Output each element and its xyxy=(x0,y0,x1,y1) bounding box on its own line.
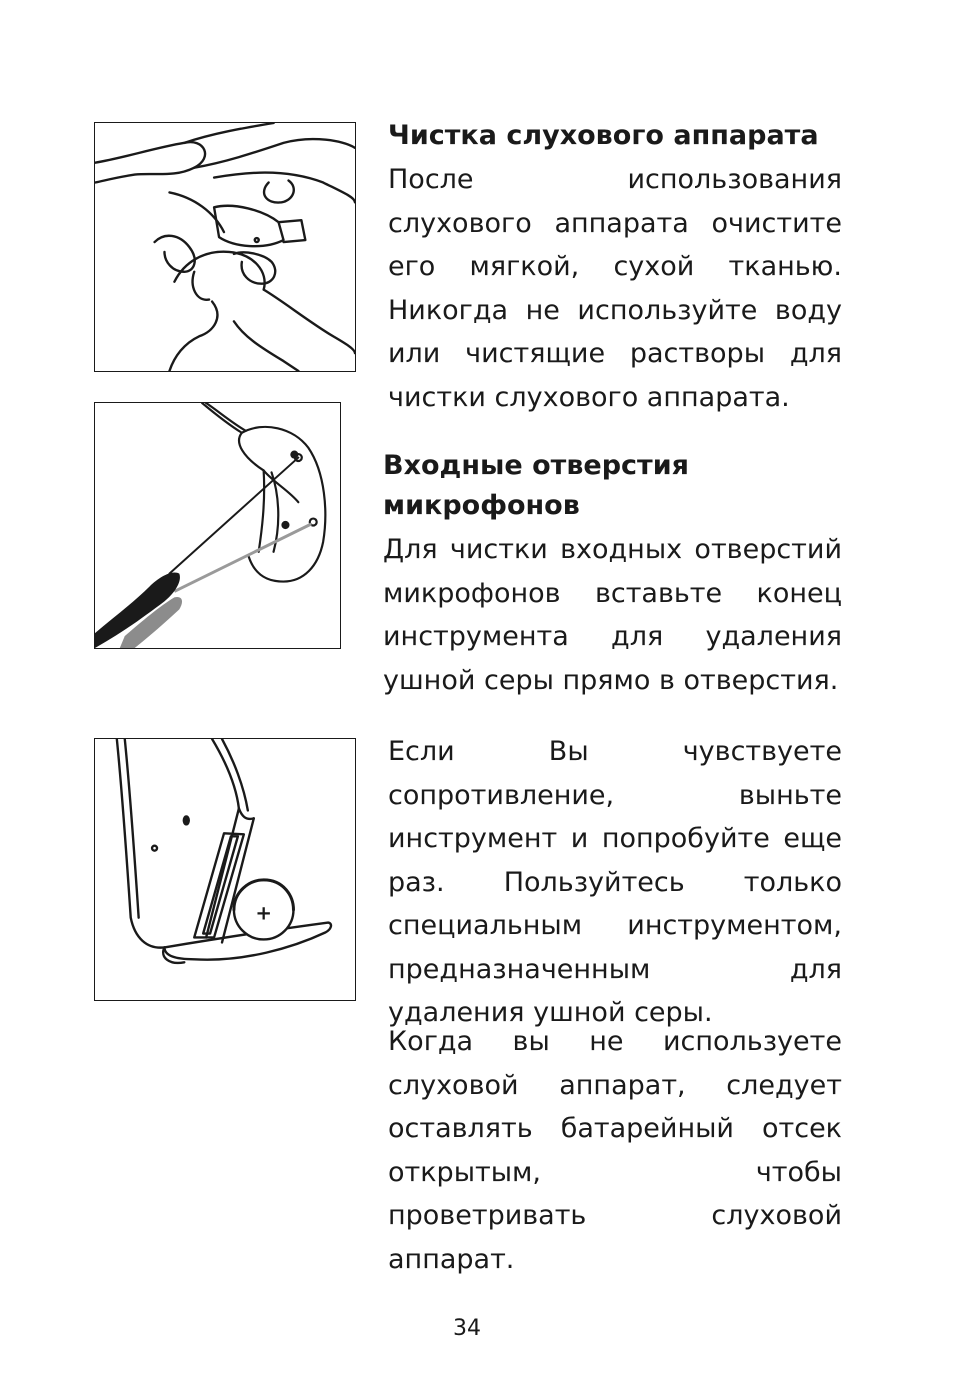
resistance-section xyxy=(388,730,842,1035)
battery-section xyxy=(388,1020,842,1281)
microphones-heading-line1: Входные отверстия xyxy=(383,450,689,481)
microphones-section xyxy=(383,446,842,702)
microphones-text: Для чистки входных отверстий микрофонов вставьте конец инструмента для удаления ушной серы прямо в отверстия. xyxy=(383,534,842,696)
battery-plus-symbol: + xyxy=(255,901,273,925)
cleaning-section xyxy=(388,116,842,419)
microphone-cleaning-illustration xyxy=(94,402,341,649)
resistance-text: Если Вы чувствуете сопротивление, выньте инструмент и попробуйте еще раз. Пользуйтесь только специальным инструментом, предназначенным для удаления ушной серы. xyxy=(388,736,842,1028)
cleaning-text: После использования слухового аппарата очистите его мягкой, сухой тканью. Никогда не используйте воду или чистящие растворы для чистки слухового аппарата. xyxy=(388,164,842,413)
battery-door-icon xyxy=(95,739,355,1000)
battery-text: Когда вы не используете слуховой аппарат, следует оставлять батарейный отсек открытым, чтобы проветривать слуховой аппарат. xyxy=(388,1026,842,1275)
hands-cleaning-icon xyxy=(95,123,355,371)
wax-tool-icon xyxy=(95,403,340,648)
cleaning-illustration xyxy=(94,122,356,372)
battery-compartment-illustration xyxy=(94,738,356,1001)
page-number: 34 xyxy=(453,1316,481,1341)
microphones-heading-line2: микрофонов xyxy=(383,490,580,521)
cleaning-heading: Чистка слухового аппарата xyxy=(388,120,819,151)
